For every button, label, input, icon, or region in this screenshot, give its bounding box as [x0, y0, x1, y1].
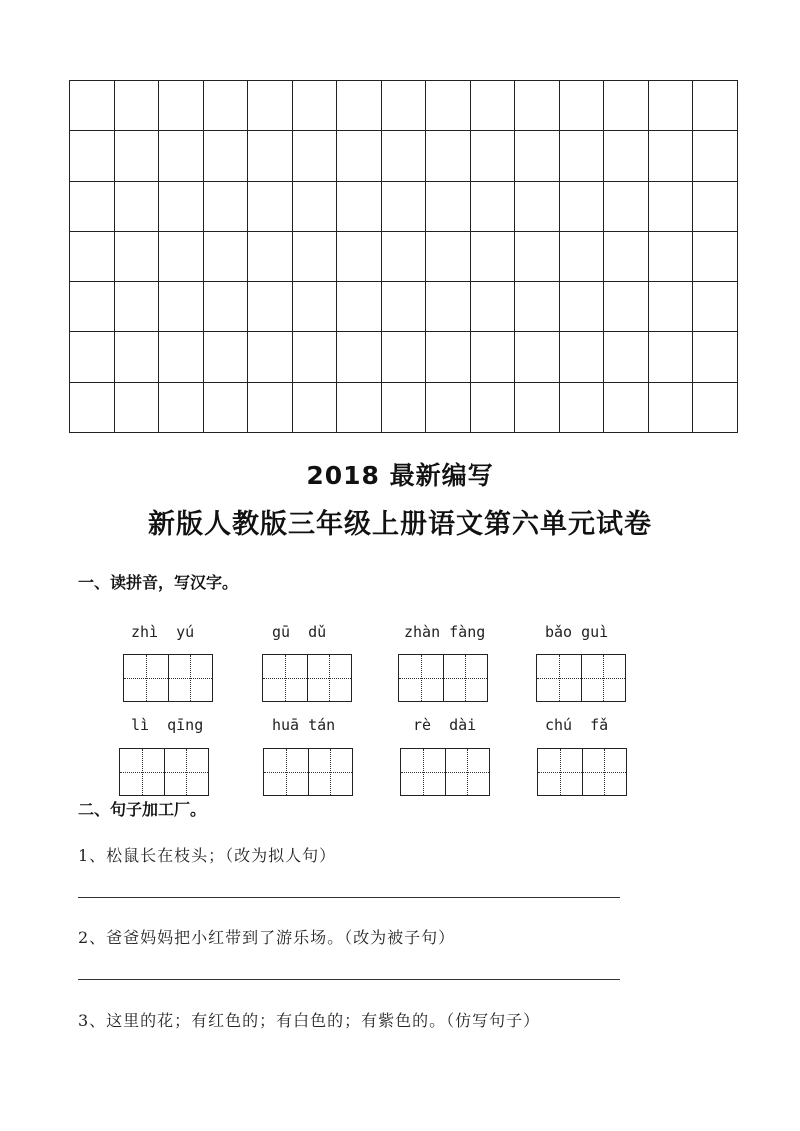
grid-cell[interactable] — [337, 332, 382, 382]
grid-cell[interactable] — [337, 232, 382, 282]
pinyin-label: zhì yú — [131, 623, 195, 641]
grid-cell[interactable] — [293, 131, 338, 181]
grid-cell[interactable] — [248, 131, 293, 181]
character-box-pair[interactable] — [263, 748, 353, 796]
grid-cell[interactable] — [560, 232, 605, 282]
character-box-pair[interactable] — [123, 654, 213, 702]
grid-cell[interactable] — [604, 232, 649, 282]
grid-cell[interactable] — [382, 282, 427, 332]
title-year-line: 2018 最新编写 — [306, 461, 494, 490]
grid-cell[interactable] — [204, 282, 249, 332]
grid-cell[interactable] — [382, 131, 427, 181]
grid-cell[interactable] — [293, 383, 338, 433]
grid-cell[interactable] — [159, 383, 204, 433]
grid-cell[interactable] — [604, 383, 649, 433]
grid-cell[interactable] — [248, 81, 293, 131]
character-box[interactable] — [538, 749, 582, 795]
character-box[interactable] — [399, 655, 443, 701]
grid-cell[interactable] — [693, 182, 738, 232]
question-3: 3、这里的花；有红色的；有白色的；有紫色的。（仿写句子） — [78, 1011, 541, 1030]
grid-cell[interactable] — [248, 182, 293, 232]
grid-cell[interactable] — [471, 182, 516, 232]
grid-cell[interactable] — [70, 81, 115, 131]
character-box-pair[interactable] — [400, 748, 490, 796]
grid-cell[interactable] — [604, 81, 649, 131]
grid-cell[interactable] — [382, 182, 427, 232]
grid-cell[interactable] — [426, 131, 471, 181]
character-box[interactable] — [263, 655, 307, 701]
grid-cell[interactable] — [204, 332, 249, 382]
grid-cell[interactable] — [471, 383, 516, 433]
pinyin-label: chú fǎ — [545, 716, 609, 734]
grid-cell[interactable] — [382, 81, 427, 131]
grid-cell[interactable] — [382, 332, 427, 382]
grid-cell[interactable] — [649, 182, 694, 232]
grid-cell[interactable] — [248, 383, 293, 433]
grid-cell[interactable] — [115, 182, 160, 232]
grid-cell[interactable] — [293, 182, 338, 232]
grid-cell[interactable] — [70, 182, 115, 232]
grid-cell[interactable] — [693, 332, 738, 382]
grid-cell[interactable] — [204, 131, 249, 181]
grid-cell[interactable] — [293, 332, 338, 382]
character-box[interactable] — [581, 655, 626, 701]
grid-cell[interactable] — [649, 282, 694, 332]
grid-cell[interactable] — [649, 81, 694, 131]
character-box-pair[interactable] — [119, 748, 209, 796]
character-box[interactable] — [308, 749, 353, 795]
grid-cell[interactable] — [248, 232, 293, 282]
grid-cell[interactable] — [649, 232, 694, 282]
grid-cell[interactable] — [560, 383, 605, 433]
grid-cell[interactable] — [604, 131, 649, 181]
grid-cell[interactable] — [515, 282, 560, 332]
pinyin-label: huā tán — [272, 716, 336, 734]
character-box[interactable] — [168, 655, 213, 701]
grid-cell[interactable] — [693, 232, 738, 282]
grid-cell[interactable] — [159, 182, 204, 232]
grid-cell[interactable] — [693, 81, 738, 131]
grid-cell[interactable] — [515, 182, 560, 232]
grid-cell[interactable] — [560, 332, 605, 382]
grid-cell[interactable] — [115, 81, 160, 131]
grid-cell[interactable] — [693, 282, 738, 332]
grid-cell[interactable] — [471, 232, 516, 282]
grid-cell[interactable] — [115, 131, 160, 181]
grid-cell[interactable] — [604, 282, 649, 332]
section-heading-pinyin: 一、读拼音，写汉字。 — [78, 573, 239, 592]
character-box[interactable] — [401, 749, 445, 795]
character-box[interactable] — [120, 749, 164, 795]
grid-cell[interactable] — [382, 383, 427, 433]
grid-cell[interactable] — [159, 232, 204, 282]
grid-cell[interactable] — [248, 332, 293, 382]
character-box[interactable] — [264, 749, 308, 795]
grid-cell[interactable] — [649, 383, 694, 433]
answer-line[interactable] — [78, 897, 620, 898]
character-box-pair[interactable] — [537, 748, 627, 796]
character-box[interactable] — [445, 749, 490, 795]
grid-cell[interactable] — [115, 282, 160, 332]
grid-cell[interactable] — [426, 383, 471, 433]
grid-cell[interactable] — [337, 282, 382, 332]
grid-cell[interactable] — [159, 131, 204, 181]
grid-cell[interactable] — [337, 182, 382, 232]
grid-cell[interactable] — [293, 81, 338, 131]
character-box-pair[interactable] — [536, 654, 626, 702]
character-box[interactable] — [537, 655, 581, 701]
grid-cell[interactable] — [115, 232, 160, 282]
character-box[interactable] — [164, 749, 209, 795]
answer-line[interactable] — [78, 979, 620, 980]
grid-cell[interactable] — [70, 131, 115, 181]
grid-cell[interactable] — [515, 383, 560, 433]
character-box-pair[interactable] — [398, 654, 488, 702]
grid-cell[interactable] — [515, 131, 560, 181]
grid-cell[interactable] — [293, 232, 338, 282]
grid-cell[interactable] — [70, 332, 115, 382]
grid-cell[interactable] — [471, 81, 516, 131]
grid-cell[interactable] — [159, 81, 204, 131]
section-heading-sentences: 二、句子加工厂。 — [78, 800, 207, 819]
character-box[interactable] — [307, 655, 352, 701]
grid-cell[interactable] — [337, 383, 382, 433]
grid-cell[interactable] — [293, 282, 338, 332]
writing-grid — [69, 80, 738, 433]
grid-cell[interactable] — [693, 131, 738, 181]
grid-cell[interactable] — [426, 282, 471, 332]
grid-cell[interactable] — [204, 232, 249, 282]
character-box-pair[interactable] — [262, 654, 352, 702]
grid-cell[interactable] — [560, 131, 605, 181]
exam-title: 新版人教版三年级上册语文第六单元试卷 — [148, 509, 652, 540]
grid-cell[interactable] — [560, 182, 605, 232]
grid-cell[interactable] — [426, 81, 471, 131]
grid-cell[interactable] — [204, 182, 249, 232]
grid-cell[interactable] — [70, 232, 115, 282]
grid-cell[interactable] — [604, 182, 649, 232]
grid-cell[interactable] — [515, 332, 560, 382]
grid-cell[interactable] — [204, 81, 249, 131]
question-1: 1、松鼠长在枝头；（改为拟人句） — [78, 846, 337, 865]
grid-cell[interactable] — [115, 332, 160, 382]
grid-cell[interactable] — [426, 182, 471, 232]
grid-cell[interactable] — [70, 383, 115, 433]
grid-cell[interactable] — [70, 282, 115, 332]
grid-cell[interactable] — [471, 131, 516, 181]
grid-cell[interactable] — [560, 282, 605, 332]
grid-cell[interactable] — [604, 332, 649, 382]
grid-cell[interactable] — [159, 332, 204, 382]
grid-cell[interactable] — [560, 81, 605, 131]
pinyin-label: lì qīng — [131, 716, 204, 734]
grid-cell[interactable] — [382, 232, 427, 282]
grid-cell[interactable] — [649, 332, 694, 382]
grid-cell[interactable] — [426, 332, 471, 382]
grid-cell[interactable] — [426, 232, 471, 282]
pinyin-label: bǎo guì — [545, 623, 609, 641]
grid-cell[interactable] — [159, 282, 204, 332]
grid-cell[interactable] — [515, 81, 560, 131]
grid-cell[interactable] — [248, 282, 293, 332]
grid-cell[interactable] — [471, 332, 516, 382]
pinyin-label: gū dǔ — [272, 623, 327, 641]
grid-cell[interactable] — [471, 282, 516, 332]
question-2: 2、爸爸妈妈把小红带到了游乐场。（改为被子句） — [78, 928, 456, 947]
character-box[interactable] — [124, 655, 168, 701]
grid-cell[interactable] — [204, 383, 249, 433]
pinyin-label: rè dài — [413, 716, 477, 734]
grid-cell[interactable] — [337, 131, 382, 181]
character-box[interactable] — [443, 655, 488, 701]
grid-cell[interactable] — [693, 383, 738, 433]
grid-cell[interactable] — [649, 131, 694, 181]
character-box[interactable] — [582, 749, 627, 795]
grid-cell[interactable] — [337, 81, 382, 131]
pinyin-label: zhàn fàng — [404, 623, 486, 641]
grid-cell[interactable] — [115, 383, 160, 433]
grid-cell[interactable] — [515, 232, 560, 282]
